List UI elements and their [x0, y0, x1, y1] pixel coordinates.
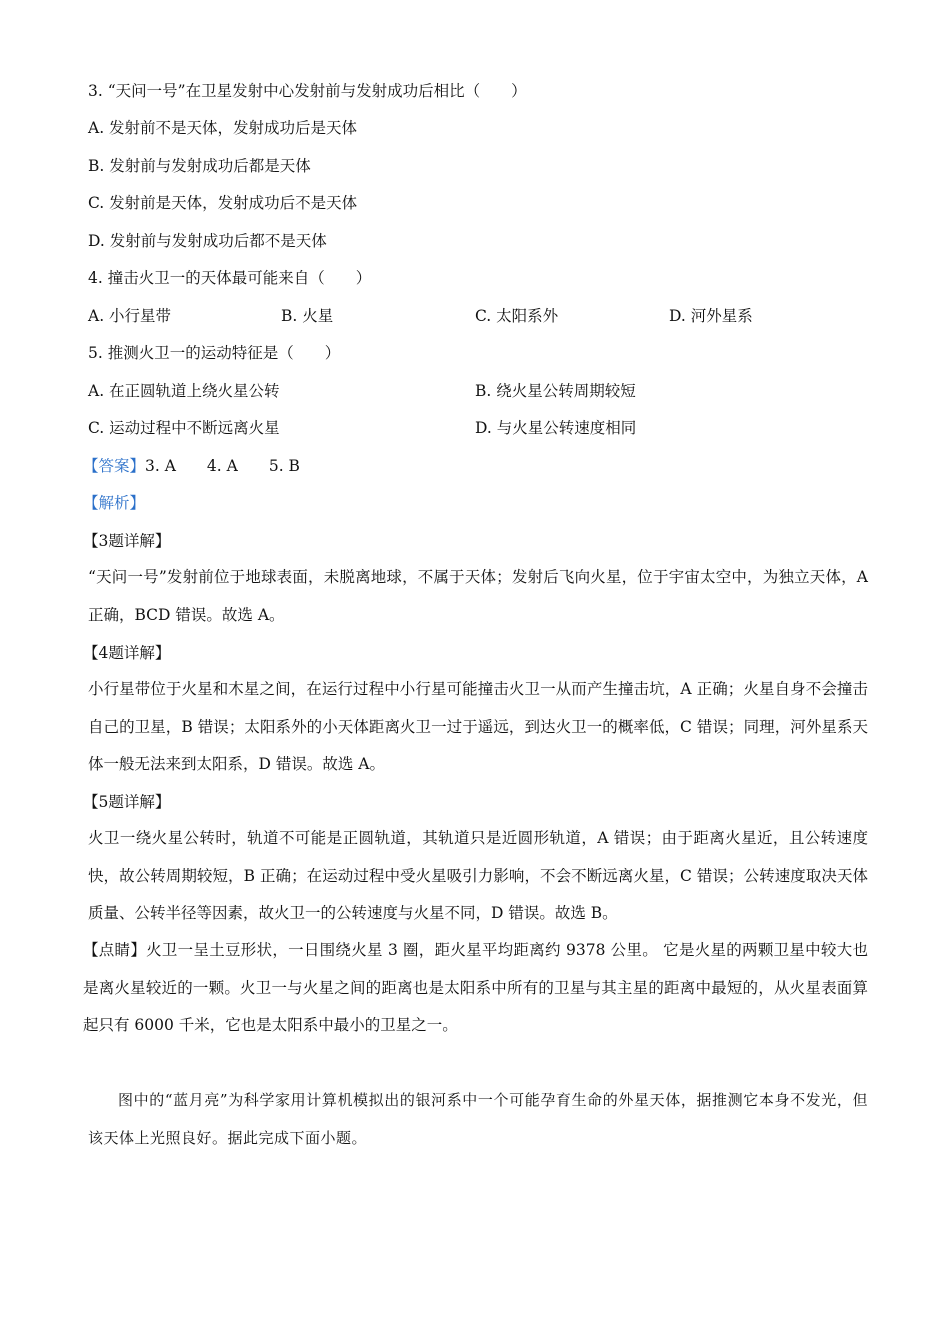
q3-option-a: A. 发射前不是天体，发射成功后是天体 [88, 119, 358, 137]
note-text: 火卫一呈土豆形状，一日围绕火星 3 圈，距火星平均距离约 9378 公里。 它是火星的两颗卫星中较大也是离火星较近的一颗。火卫一与火星之间的距离也是太阳系中所有的卫星与其主星的距离中最短的，从火星表面算起只有 6000 千米，它也是太阳系中最小的卫星之一。 [83, 941, 868, 1034]
q5-stem: 5. 推测火卫一的运动特征是（ ） [88, 344, 341, 362]
detail5-label: 【5题详解】 [83, 793, 171, 811]
analysis-label: 【解析】 [83, 494, 146, 512]
q4-option-c: C. 太阳系外 [475, 307, 559, 325]
detail3-text: “天问一号”发射前位于地球表面，未脱离地球，不属于天体；发射后飞向火星，位于宇宙太空中，为独立天体，A 正确，BCD 错误。故选 A。 [88, 568, 868, 624]
q3-option-c: C. 发射前是天体，发射成功后不是天体 [88, 194, 358, 212]
q5-option-a: A. 在正圆轨道上绕火星公转 [88, 382, 280, 400]
q5-option-c: C. 运动过程中不断远离火星 [88, 419, 280, 437]
q3-stem: 3. “天问一号”在卫星发射中心发射前与发射成功后相比（ ） [88, 82, 527, 100]
detail4-label: 【4题详解】 [83, 644, 171, 662]
answer-label: 【答案】 [83, 457, 146, 475]
detail4-text: 小行星带位于火星和木星之间，在运行过程中小行星可能撞击火卫一从而产生撞击坑，A 正确；火星自身不会撞击自己的卫星，B 错误；太阳系外的小天体距离火卫一过于遥远，到达火卫一的概率低，C 错误；同理，河外星系天体一般无法来到太阳系，D 错误。故选 A。 [88, 680, 868, 773]
detail3-label: 【3题详解】 [83, 532, 171, 550]
q4-option-b: B. 火星 [281, 307, 334, 325]
note-label: 【点睛】 [83, 941, 147, 959]
q3-option-d: D. 发射前与发射成功后都不是天体 [88, 232, 327, 250]
intro-paragraph: 图中的“蓝月亮”为科学家用计算机模拟出的银河系中一个可能孕育生命的外星天体，据推测它本身不发光，但该天体上光照良好。据此完成下面小题。 [88, 1091, 868, 1147]
q4-option-d: D. 河外星系 [669, 307, 753, 325]
q3-option-b: B. 发射前与发射成功后都是天体 [88, 157, 311, 175]
q5-option-d: D. 与火星公转速度相同 [475, 419, 637, 437]
answer-text: 3. A 4. A 5. B [145, 457, 300, 475]
q5-option-b: B. 绕火星公转周期较短 [475, 382, 636, 400]
answer-line [83, 455, 300, 477]
q4-stem: 4. 撞击火卫一的天体最可能来自（ ） [88, 269, 372, 287]
detail5-text: 火卫一绕火星公转时，轨道不可能是正圆轨道，其轨道只是近圆形轨道，A 错误；由于距离火星近，且公转速度快，故公转周期较短，B 正确；在运动过程中受火星吸引力影响，不会不断远离火星，C 错误；公转速度取决天体质量、公转半径等因素，故火卫一的公转速度与火星不同，D 错误。故选 B。 [88, 829, 868, 922]
note-paragraph [83, 932, 868, 1045]
q4-option-a: A. 小行星带 [88, 307, 172, 325]
